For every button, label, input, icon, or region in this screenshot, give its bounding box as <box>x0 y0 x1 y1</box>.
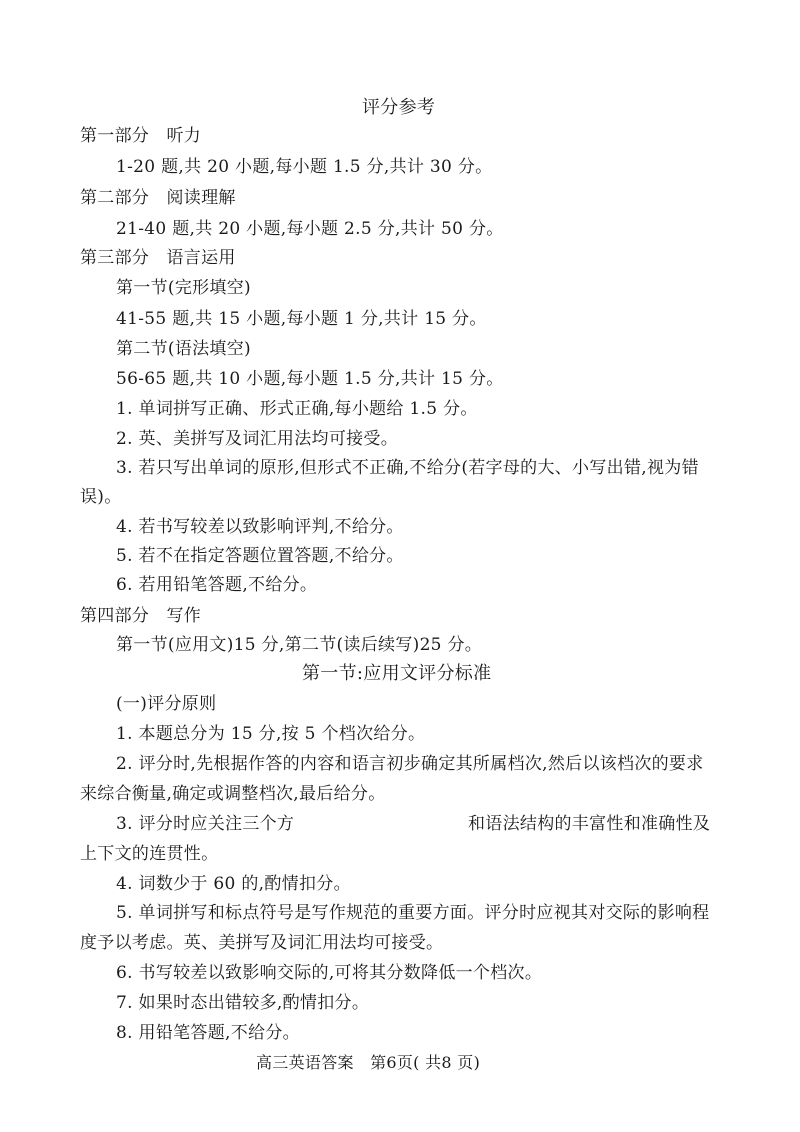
grammar-rule-3: 3. 若只写出单词的原形,但形式不正确,不给分(若字母的大、小写出错,视为错 <box>116 458 699 478</box>
page-title: 评分参考 <box>362 97 436 118</box>
scoring-principles-heading: (一)评分原则 <box>116 694 217 714</box>
grammar-rule-1: 1. 单词拼写正确、形式正确,每小题给 1.5 分。 <box>116 399 478 419</box>
principle-2: 2. 评分时,先根据作答的内容和语言初步确定其所属档次,然后以该档次的要求 <box>116 754 704 774</box>
principle-8: 8. 用铅笔答题,不给分。 <box>116 1023 300 1043</box>
grammar-rule-4: 4. 若书写较差以致影响评判,不给分。 <box>116 517 404 537</box>
principle-7: 7. 如果时态出错较多,酌情扣分。 <box>116 993 370 1013</box>
section-heading-reading: 第二部分 阅读理解 <box>80 188 236 208</box>
principle-3-part-1: 3. 评分时应关注三个方 <box>116 814 295 834</box>
grammar-rule-2: 2. 英、美拼写及词汇用法均可接受。 <box>116 429 399 449</box>
cloze-scoring-rule: 41-55 题,共 15 小题,每小题 1 分,共计 15 分。 <box>116 309 487 329</box>
principle-4: 4. 词数少于 60 的,酌情扣分。 <box>116 874 351 894</box>
subsection-grammar-fill: 第二节(语法填空) <box>116 339 251 359</box>
principle-6: 6. 书写较差以致影响交际的,可将其分数降低一个档次。 <box>116 963 543 983</box>
section-heading-language-use: 第三部分 语言运用 <box>80 248 236 268</box>
principle-3-continued: 上下文的连贯性。 <box>80 844 219 864</box>
section-heading-listening: 第一部分 听力 <box>80 126 202 146</box>
principle-1: 1. 本题总分为 15 分,按 5 个档次给分。 <box>116 724 426 744</box>
section-heading-writing: 第四部分 写作 <box>80 606 202 626</box>
principle-3-part-2: 和语法结构的丰富性和准确性及 <box>468 814 711 834</box>
subsection-cloze: 第一节(完形填空) <box>116 278 251 298</box>
grammar-fill-scoring-rule: 56-65 题,共 10 小题,每小题 1.5 分,共计 15 分。 <box>116 369 504 389</box>
subsection-title-practical-writing: 第一节:应用文评分标准 <box>302 663 492 684</box>
grammar-rule-3-continued: 误)。 <box>80 487 122 507</box>
grammar-rule-6: 6. 若用铅笔答题,不给分。 <box>116 575 318 595</box>
grammar-rule-5: 5. 若不在指定答题位置答题,不给分。 <box>116 546 404 566</box>
page-footer: 高三英语答案 第6页( 共8 页) <box>256 1053 481 1072</box>
principle-2-continued: 来综合衡量,确定或调整档次,最后给分。 <box>80 784 386 804</box>
principle-5: 5. 单词拼写和标点符号是写作规范的重要方面。评分时应视其对交际的影响程 <box>116 903 710 923</box>
writing-score-split: 第一节(应用文)15 分,第二节(读后续写)25 分。 <box>116 635 483 655</box>
reading-scoring-rule: 21-40 题,共 20 小题,每小题 2.5 分,共计 50 分。 <box>116 219 504 239</box>
listening-scoring-rule: 1-20 题,共 20 小题,每小题 1.5 分,共计 30 分。 <box>116 157 493 177</box>
principle-5-continued: 度予以考虑。英、美拼写及词汇用法均可接受。 <box>80 933 444 953</box>
